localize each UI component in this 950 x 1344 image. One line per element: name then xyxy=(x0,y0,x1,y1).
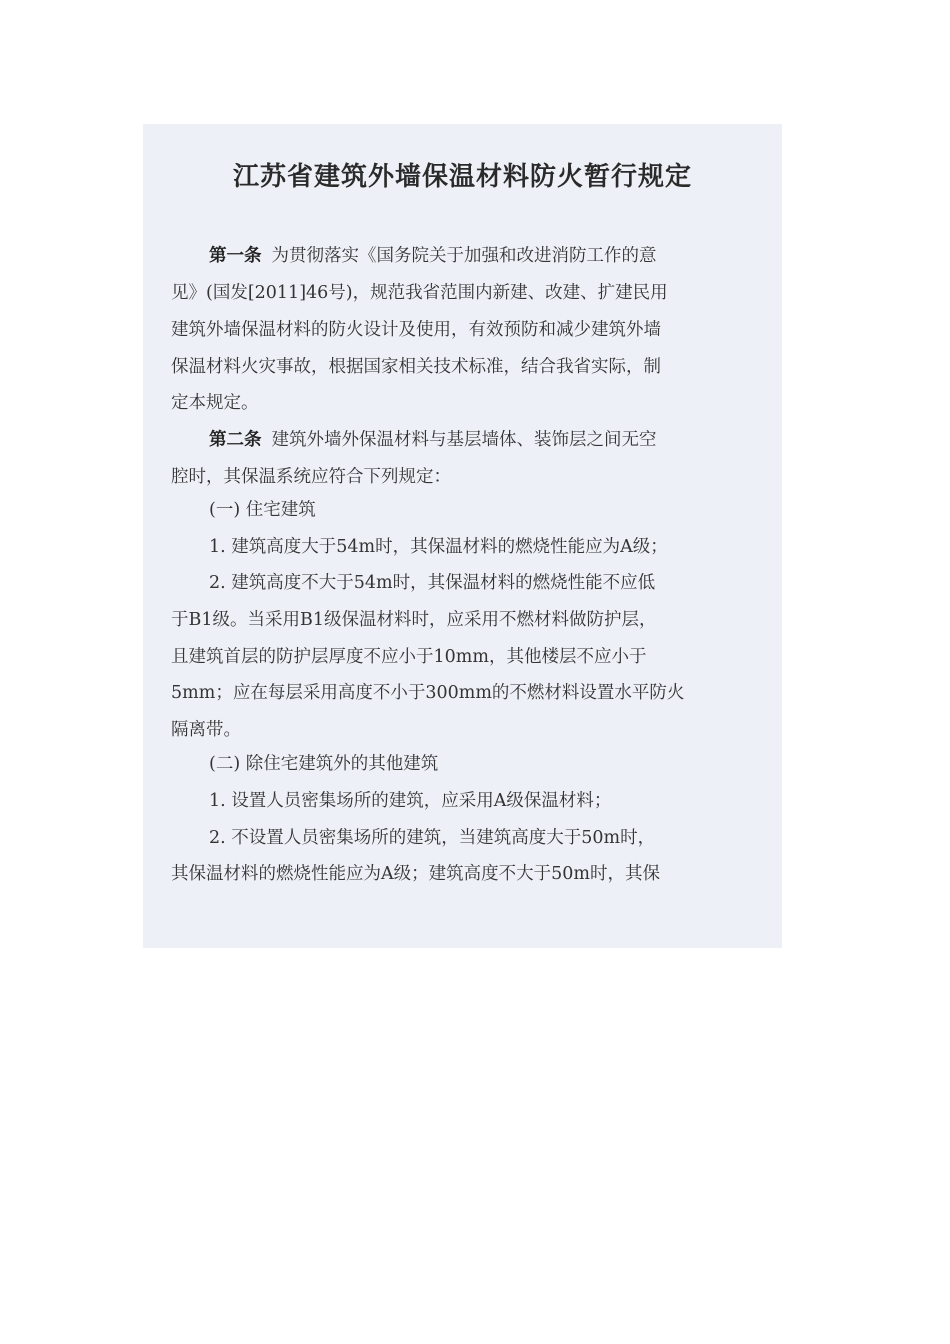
section1-item2-line-5: 隔离带。 xyxy=(171,720,241,740)
article1-line-3: 建筑外墙保温材料的防火设计及使用，有效预防和减少建筑外墙 xyxy=(171,320,661,340)
article1-line-1 xyxy=(209,244,731,268)
article1-line-5: 定本规定。 xyxy=(171,393,259,413)
article1-label: 第一条 xyxy=(209,246,262,266)
article1-text-1: 为贯彻落实《国务院关于加强和改进消防工作的意 xyxy=(271,246,657,266)
document-title: 江苏省建筑外墙保温材料防火暂行规定 xyxy=(232,162,692,192)
section1-item2-line-3: 且建筑首层的防护层厚度不应小于10mm，其他楼层不应小于 xyxy=(171,647,647,667)
article1-line-2: 见》(国发[2011]46号)，规范我省范围内新建、改建、扩建民用 xyxy=(171,283,668,303)
section1-item2-line-2: 于B1级。当采用B1级保温材料时，应采用不燃材料做防护层， xyxy=(171,610,657,630)
section1-item2-line-1: 2. 建筑高度不大于54m时，其保温材料的燃烧性能不应低 xyxy=(209,573,656,593)
scanned-page xyxy=(143,124,782,948)
section2-heading: (二) 除住宅建筑外的其他建筑 xyxy=(209,754,439,774)
article2-label: 第二条 xyxy=(209,430,262,450)
section2-item2-line-2: 其保温材料的燃烧性能应为A级；建筑高度不大于50m时，其保 xyxy=(171,864,660,884)
article2-line-2: 腔时，其保温系统应符合下列规定： xyxy=(171,467,451,487)
article1-line-4: 保温材料火灾事故，根据国家相关技术标准，结合我省实际，制 xyxy=(171,357,661,377)
section1-item2-line-4: 5mm；应在每层采用高度不小于300mm的不燃材料设置水平防火 xyxy=(171,683,685,703)
section2-item1: 1. 设置人员密集场所的建筑，应采用A级保温材料； xyxy=(209,791,612,811)
section1-item1: 1. 建筑高度大于54m时，其保温材料的燃烧性能应为A级； xyxy=(209,537,668,557)
section1-heading: (一) 住宅建筑 xyxy=(209,500,316,520)
article2-text-1: 建筑外墙外保温材料与基层墙体、装饰层之间无空 xyxy=(271,430,657,450)
section2-item2-line-1: 2. 不设置人员密集场所的建筑，当建筑高度大于50m时， xyxy=(209,828,656,848)
article2-line-1 xyxy=(209,428,731,452)
